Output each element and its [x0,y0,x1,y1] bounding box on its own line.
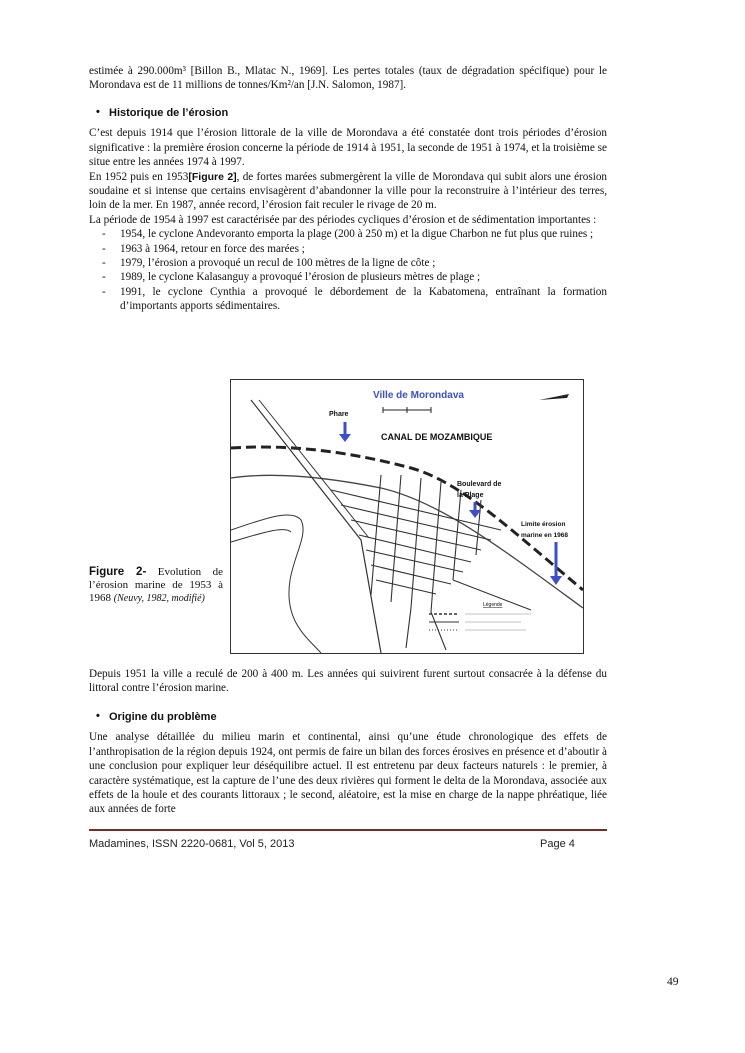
section-origin [89,710,607,817]
list-item: - 1954, le cyclone Andevoranto emporta la plage (200 à 250 m) et la digue Charbon ne fut plus que ruines ; [89,227,607,241]
history-paragraph-2 [89,170,607,213]
footer-journal: Madamines, ISSN 2220-0681, Vol 5, 2013 [89,838,295,850]
footer-rule [89,829,607,831]
intro-paragraph: estimée à 290.000m³ [Billon B., Mlatac N., 1969]. Les pertes totales (taux de dégradation spécifique) pour le Morondava est de 11 millions de tonnes/Km²/an [J.N. Salomon, 1987]. [89,65,607,92]
footer-page: Page 4 [540,838,575,850]
road-main [251,400,381,653]
map-title: Ville de Morondava [373,390,464,401]
intro-block [89,64,607,93]
list-item: - 1991, le cyclone Cynthia a provoqué le débordement de la Kabatomena, entraînant la formation d’importants apports sédimentaires. [89,285,607,314]
phare-arrowhead-icon [339,434,351,442]
event-list [89,227,607,313]
sea-label: CANAL DE MOZAMBIQUE [381,432,493,442]
section-heading-origin: • Origine du problème [89,710,607,724]
river [231,515,321,653]
list-item: - 1989, le cyclone Kalasanguy a provoqué l’érosion de plusieurs mètres de plage ; [89,270,607,284]
road-main-edge [259,400,369,538]
figure-source: (Neuvy, 1982, modifié) [113,593,205,604]
boulevard-label-1: Boulevard de [457,481,502,488]
limit-arrowhead-icon [550,576,562,585]
history-paragraph-2-end: , de fortes marées submergèrent la ville de Morondava qui subit alors une érosion soudaine et si intense que certains envisagèrent d’abandonner la ville pour la reconstruire à l’intérieur des terres, loin de la mer. En 1987, année record, l’érosion fait reculer le rivage de 20 m. [89,170,608,212]
coastline-1953 [231,447,583,590]
north-arrow-icon [539,394,569,400]
figure-reference: [Figure 2] [188,170,237,183]
history-paragraph-3: La période de 1954 à 1997 est caractérisée par des périodes cycliques d’érosion et de sédimentation importantes : [89,213,597,226]
street-grid [331,475,531,650]
page-number: 49 [667,976,679,988]
limit-label-1: Limite érosion [521,521,566,528]
morondava-map [230,379,584,654]
figure-caption-text: Evolution de l’érosion marine de 1953 à 1968 [89,566,223,604]
origin-paragraph: Une analyse détaillée du milieu marin et continental, ainsi qu’une étude chronologique des effets de l’anthropisation de la région depuis 1924, ont permis de faire un bilan des forces érosives en présence et d’aboutir à une conclusion pour expliquer leur déséquilibre actuel. Il est entretenu par deux facteurs naturels : le premier, à caractère systématique, est la capture de l’une des deux rivières qui forment le delta de la Morondava, associée aux effets de la houle et des courants littoraux ; le second, aléatoire, est la mise en charge de la nappe phréatique, liée aux années de forte [89,731,607,816]
phare-label: Phare [329,411,349,418]
figure-label: Figure 2- [89,566,147,578]
section-heading-history: • Historique de l’érosion [89,106,607,120]
section-erosion-history [89,106,607,314]
section-after-figure [89,667,607,696]
legend-swatches [429,614,531,630]
map-drawing [231,380,583,653]
coastline-1968 [231,475,583,608]
history-paragraph-1: C’est depuis 1914 que l’érosion littorale de la ville de Morondava a été constatée dont trois périodes d’érosion significative : la première érosion concerne la période de 1914 à 1951, la seconde de 1951 à 1974, et la troisième se situe entre les années 1974 à 1997. [89,127,607,169]
river-bank [231,530,291,542]
history-paragraph-2-start: En 1952 puis en 1953 [89,170,189,183]
after-figure-paragraph: Depuis 1951 la ville a reculé de 200 à 400 m. Les années qui suivirent furent surtout consacrée à la défense du littoral contre l’érosion marine. [89,668,607,695]
limit-label-2: marine en 1968 [521,532,568,539]
legend-title: Légende [483,602,503,608]
list-item: - 1979, l’érosion a provoqué un recul de 100 mètres de la ligne de côte ; [89,256,607,270]
figure-caption [89,566,223,605]
list-item: - 1963 à 1964, retour en force des marées ; [89,242,607,256]
boulevard-label-2: la Plage [457,492,484,499]
